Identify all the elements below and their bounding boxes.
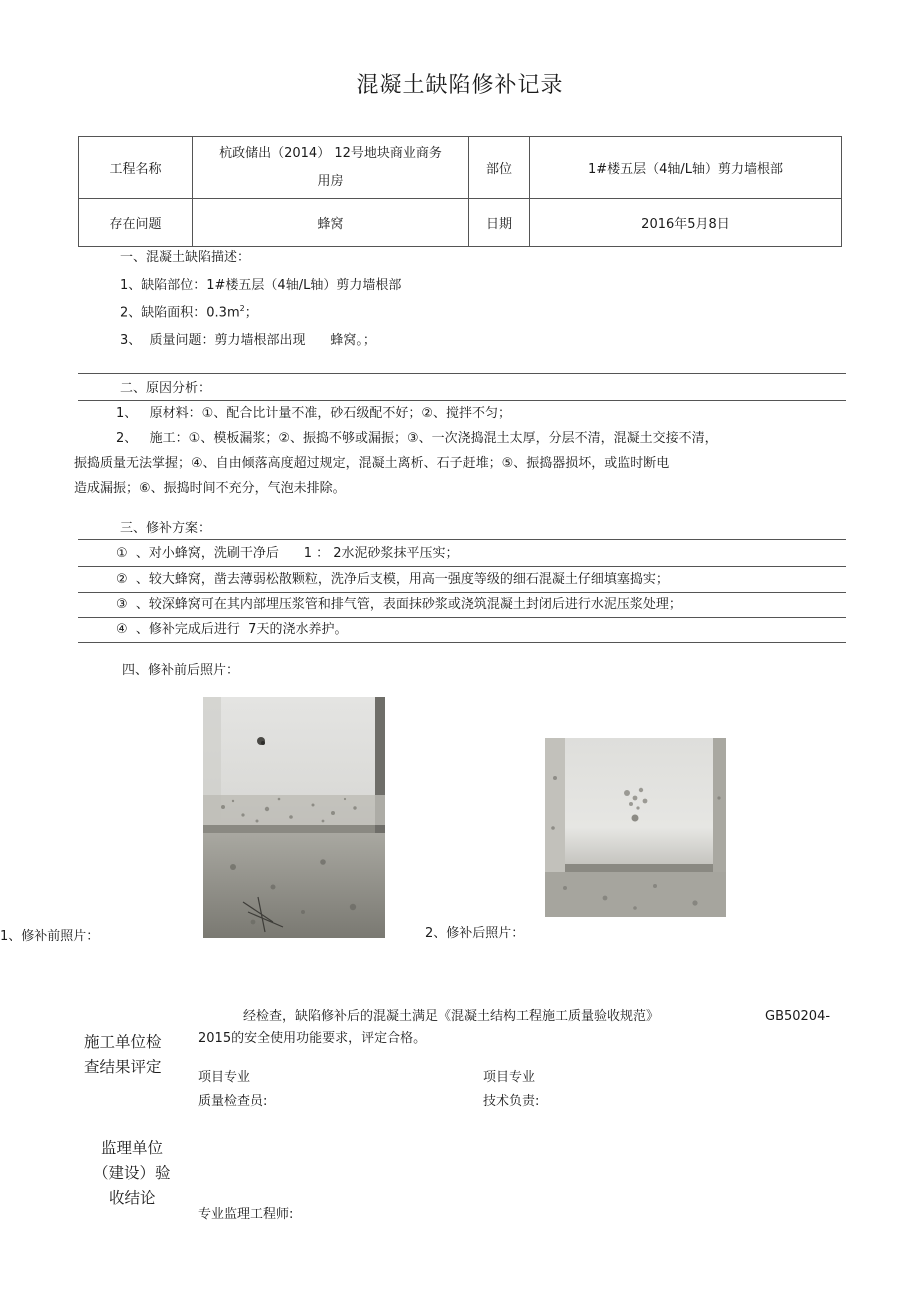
project-name-label: 工程名称 [79, 137, 193, 199]
technical-lead-signature: 技术负责: [483, 1094, 540, 1109]
inspection-statement-line1: 经检查，缺陷修补后的混凝土满足《混凝土结构工程施工质量验收规范》 [243, 1009, 660, 1024]
defect-location: 1、缺陷部位：1#楼五层（4轴/L轴）剪力墙根部 [120, 278, 402, 293]
cause-construction-line2: 振捣质量无法掌握；④、自由倾落高度超过规定，混凝土离析、石子赶堆；⑤、振捣器损坏，或监时断电 [74, 456, 670, 471]
repair-step-2: ② 、较大蜂窝，凿去薄弱松散颗粒，洗净后支模，用高一强度等级的细石混凝土仔细填塞捣实； [116, 572, 669, 587]
project-info-table [78, 136, 842, 247]
page-title: 混凝土缺陷修补记录 [356, 73, 564, 98]
section3-heading: 三、修补方案： [120, 521, 212, 536]
divider [78, 617, 846, 618]
repair-step-4: ④ 、修补完成后进行 7天的浇水养护。 [116, 622, 348, 637]
section1-heading: 一、混凝土缺陷描述： [120, 250, 251, 265]
project-name-value: 杭政储出（2014） 12号地块商业商务 用房 [193, 137, 469, 199]
before-photo-label: 1、修补前照片： [0, 929, 100, 944]
divider [78, 592, 846, 593]
after-photo-label: 2、修补后照片： [425, 926, 525, 941]
divider [78, 539, 846, 540]
repair-step-3: ③ 、较深蜂窝可在其内部埋压浆管和排气管，表面抹砂浆或浇筑混凝土封闭后进行水泥压浆处理； [116, 597, 682, 612]
quality-problem: 3、 质量问题：剪力墙根部出现 蜂窝。； [120, 333, 376, 348]
date-label: 日期 [469, 199, 530, 247]
quality-inspector-signature: 质量检查员: [198, 1094, 268, 1109]
date-value: 2016年5月8日 [530, 199, 842, 247]
section2-heading: 二、原因分析： [120, 381, 212, 396]
supervision-engineer-signature: 专业监理工程师: [198, 1207, 294, 1222]
divider [78, 566, 846, 567]
supervision-unit-label-line2: （建设）验 [93, 1164, 171, 1182]
cause-construction-line3: 造成漏振；⑥、振捣时间不充分，气泡未排除。 [74, 481, 346, 496]
inspection-statement-line2: 2015的安全使用功能要求，评定合格。 [198, 1031, 427, 1046]
problem-value: 蜂窝 [193, 199, 469, 247]
technical-lead-title: 项目专业 [483, 1070, 536, 1085]
location-label: 部位 [469, 137, 530, 199]
standard-code: GB50204- [765, 1009, 831, 1024]
section4-heading: 四、修补前后照片： [122, 663, 240, 678]
divider [78, 642, 846, 643]
construction-unit-label-line1: 施工单位检 [84, 1033, 162, 1051]
problem-label: 存在问题 [79, 199, 193, 247]
after-repair-photo [545, 738, 726, 917]
before-repair-photo [203, 697, 385, 938]
quality-inspector-title: 项目专业 [198, 1070, 251, 1085]
repair-step-1: ① 、对小蜂窝，洗刷干净后 1 ： 2水泥砂浆抹平压实； [116, 546, 459, 561]
cause-materials: 1、 原材料：①、配合比计量不准，砂石级配不好；②、搅拌不匀； [116, 406, 511, 421]
supervision-unit-label-line1: 监理单位 [101, 1139, 164, 1157]
divider [78, 373, 846, 374]
location-value: 1#楼五层（4轴/L轴）剪力墙根部 [530, 137, 842, 199]
construction-unit-label-line2: 查结果评定 [84, 1058, 162, 1076]
supervision-unit-label-line3: 收结论 [109, 1189, 156, 1207]
divider [78, 400, 846, 401]
cause-construction-line1: 2、 施工：①、模板漏浆；②、振捣不够或漏振；③、一次浇捣混土太厚，分层不清，混凝土交接不清， [116, 431, 718, 446]
defect-area: 2、缺陷面积：$0.3m^2$； [120, 304, 258, 321]
